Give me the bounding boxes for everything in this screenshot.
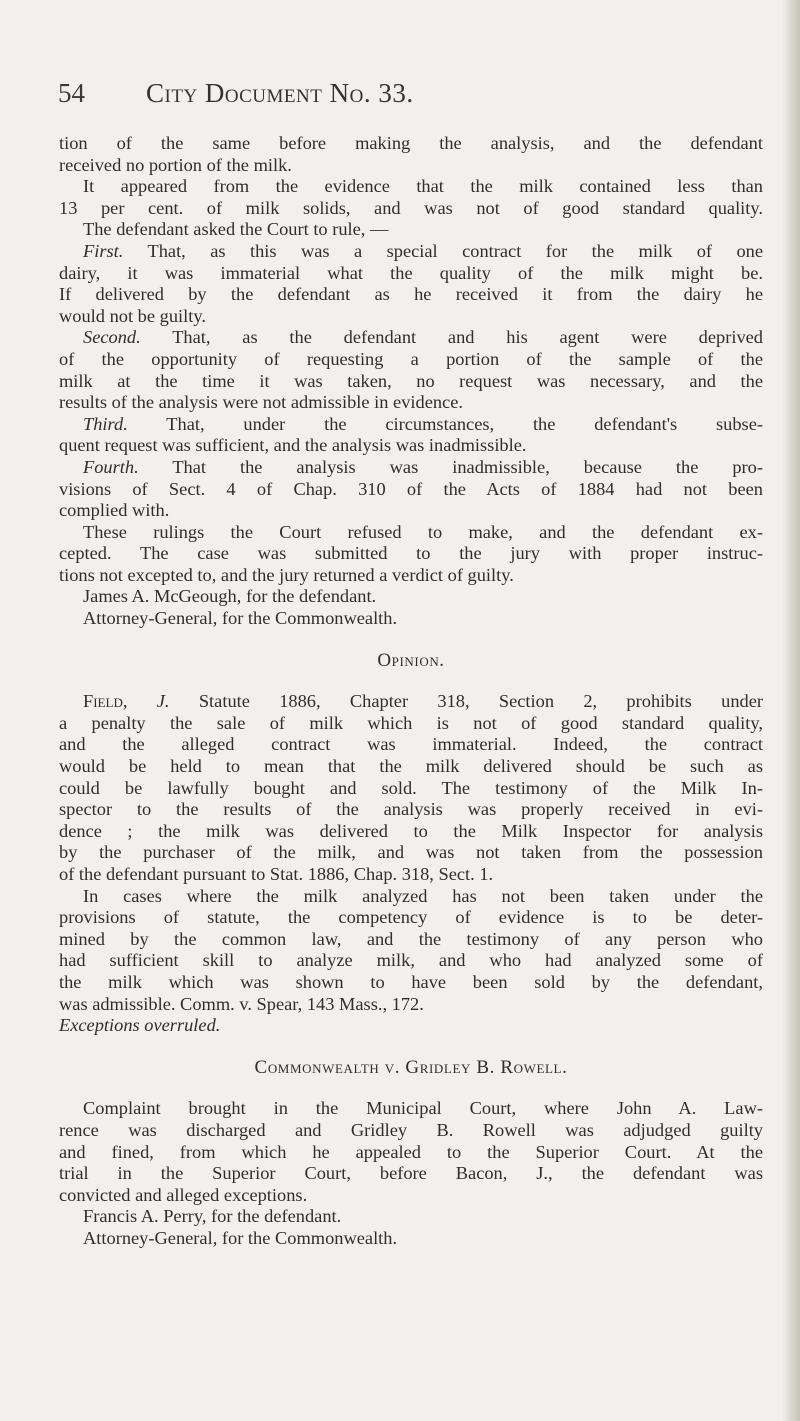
ruling-label: Second.: [83, 327, 141, 348]
counsel-defendant: James A. McGeough, for the defendant.: [83, 586, 377, 607]
text-line: mined by the common law, and the testimony of any person who: [59, 928, 763, 949]
text-line: In cases where the milk analyzed has not been taken under the: [83, 885, 763, 906]
body-text: [59, 133, 763, 1250]
running-title: City Document No. 33.: [146, 78, 414, 108]
ruling-second: [59, 327, 763, 349]
page-header: [58, 78, 578, 118]
text-line: provisions of statute, the competency of evidence is to be deter-: [59, 907, 763, 928]
text-line: These rulings the Court refused to make, and the defendant ex-: [83, 521, 763, 542]
judge-title: J.: [156, 691, 170, 712]
text-line: complied with.: [59, 500, 170, 521]
page-edge-shadow: [782, 0, 800, 1421]
ruling-label: Third.: [83, 413, 128, 434]
text-span: That, as the defendant and his agent were deprived: [172, 327, 763, 348]
text-span: Statute 1886, Chapter 318, Section 2, prohibits under: [198, 691, 763, 712]
text-span: That the analysis was inadmissible, because the pro-: [172, 456, 763, 477]
text-line: results of the analysis were not admissible in evidence.: [59, 392, 463, 413]
text-line: would be held to mean that the milk delivered should be such as: [59, 756, 763, 777]
text-line: tions not excepted to, and the jury returned a verdict of guilty.: [59, 564, 514, 585]
text-line: by the purchaser of the milk, and was not taken from the possession: [59, 842, 763, 863]
ruling-fourth: [59, 457, 763, 479]
text-line: the milk which was shown to have been sold by the defendant,: [59, 971, 763, 992]
text-line: quent request was sufficient, and the analysis was inadmissible.: [59, 435, 527, 456]
text-span: That, under the circumstances, the defendant's subse-: [166, 413, 764, 434]
text-line: and fined, from which he appealed to the Superior Court. At the: [59, 1141, 763, 1162]
ruling-first: [59, 241, 763, 263]
text-line: dairy, it was immaterial what the quality of the milk might be.: [59, 262, 763, 283]
text-line: cepted. The case was submitted to the jury with proper instruc-: [59, 543, 763, 564]
text-line: dence ; the milk was delivered to the Milk Inspector for analysis: [59, 820, 763, 841]
text-line: was admissible. Comm. v. Spear, 143 Mass., 172.: [59, 993, 424, 1014]
ruling-label: Fourth.: [83, 456, 139, 477]
opinion-first-line: [59, 691, 763, 713]
case-heading: Commonwealth v. Gridley B. Rowell.: [254, 1056, 568, 1078]
text-line: Complaint brought in the Municipal Court, where John A. Law-: [83, 1098, 763, 1119]
text-line: of the defendant pursuant to Stat. 1886, Chap. 318, Sect. 1.: [59, 864, 494, 884]
text-line: visions of Sect. 4 of Chap. 310 of the Acts of 1884 had not been: [59, 478, 763, 499]
text-line: of the opportunity of requesting a portion of the sample of the: [59, 348, 763, 369]
text-line: could be lawfully bought and sold. The testimony of the Milk In-: [59, 777, 763, 798]
opinion-heading: Opinion.: [377, 649, 445, 671]
text-line: trial in the Superior Court, before Bacon, J., the defendant was: [59, 1163, 763, 1184]
ruling-third: [59, 414, 763, 436]
counsel-commonwealth: Attorney-General, for the Commonwealth.: [83, 1227, 398, 1248]
judge-name: Field,: [83, 691, 128, 712]
counsel-defendant: Francis A. Perry, for the defendant.: [83, 1206, 342, 1227]
text-line: The defendant asked the Court to rule, —: [83, 219, 389, 240]
text-line: convicted and alleged exceptions.: [59, 1184, 308, 1205]
ruling-label: First.: [83, 240, 124, 261]
exceptions-overruled: Exceptions overruled.: [59, 1015, 221, 1036]
text-line: spector to the results of the analysis was properly received in evi-: [59, 799, 763, 820]
page-number: 54: [58, 78, 85, 108]
text-line: rence was discharged and Gridley B. Rowell was adjudged guilty: [59, 1119, 763, 1140]
text-line: received no portion of the milk.: [59, 154, 292, 175]
text-line: It appeared from the evidence that the milk contained less than: [83, 176, 763, 197]
text-line: 13 per cent. of milk solids, and was not of good standard quality.: [59, 197, 763, 218]
counsel-commonwealth: Attorney-General, for the Commonwealth.: [83, 608, 398, 629]
text-line: tion of the same before making the analysis, and the defendant: [59, 133, 763, 153]
text-line: If delivered by the defendant as he received it from the dairy he: [59, 284, 763, 305]
text-line: and the alleged contract was immaterial. Indeed, the contract: [59, 734, 763, 755]
text-line: would not be guilty.: [59, 305, 206, 326]
text-line: milk at the time it was taken, no request was necessary, and the: [59, 370, 763, 391]
text-line: had sufficient skill to analyze milk, and who had analyzed some of: [59, 950, 763, 971]
text-line: a penalty the sale of milk which is not of good standard quality,: [59, 712, 763, 733]
text-span: That, as this was a special contract for the milk of one: [147, 240, 764, 261]
